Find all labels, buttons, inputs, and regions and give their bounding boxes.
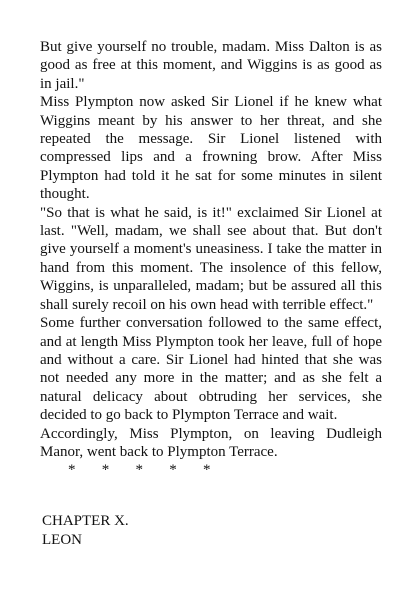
paragraph: Some further conversation followed to the same effect, and at length Miss Plympton took her leave, full of hope and without a care. Sir Lionel had hinted that she was not needed any more in the matter; and as she felt a natural delicacy about obtruding her services, she decided to go back to Plympton Terrace and wait. bbox=[40, 315, 382, 424]
chapter-title: LEON bbox=[42, 531, 82, 548]
page-body bbox=[40, 38, 382, 550]
chapter-number: CHAPTER X. bbox=[42, 512, 129, 529]
paragraph: But give yourself no trouble, madam. Miss Dalton is as good as free at this moment, and Wiggins is as good as in jail." bbox=[40, 39, 382, 92]
paragraph: "So that is what he said, is it!" exclaimed Sir Lionel at last. "Well, madam, we shall see about that. But don't give yourself a moment's uneasiness. I take the matter in hand from this moment. The insolence of this fellow, Wiggins, is unparalleled, madam; but be assured all this shall surely recoil on his own head with terrible effect." bbox=[40, 204, 382, 313]
section-separator: * * * * * bbox=[68, 462, 211, 479]
paragraph: Accordingly, Miss Plympton, on leaving Dudleigh Manor, went back to Plympton Terrace. bbox=[40, 425, 382, 460]
paragraph: Miss Plympton now asked Sir Lionel if he knew what Wiggins meant by his answer to her threat, and she repeated the message. Sir Lionel listened with compressed lips and a frowning brow. After Miss Plympton had told it he sat for some minutes in silent thought. bbox=[40, 94, 382, 203]
chapter-heading bbox=[42, 512, 382, 550]
